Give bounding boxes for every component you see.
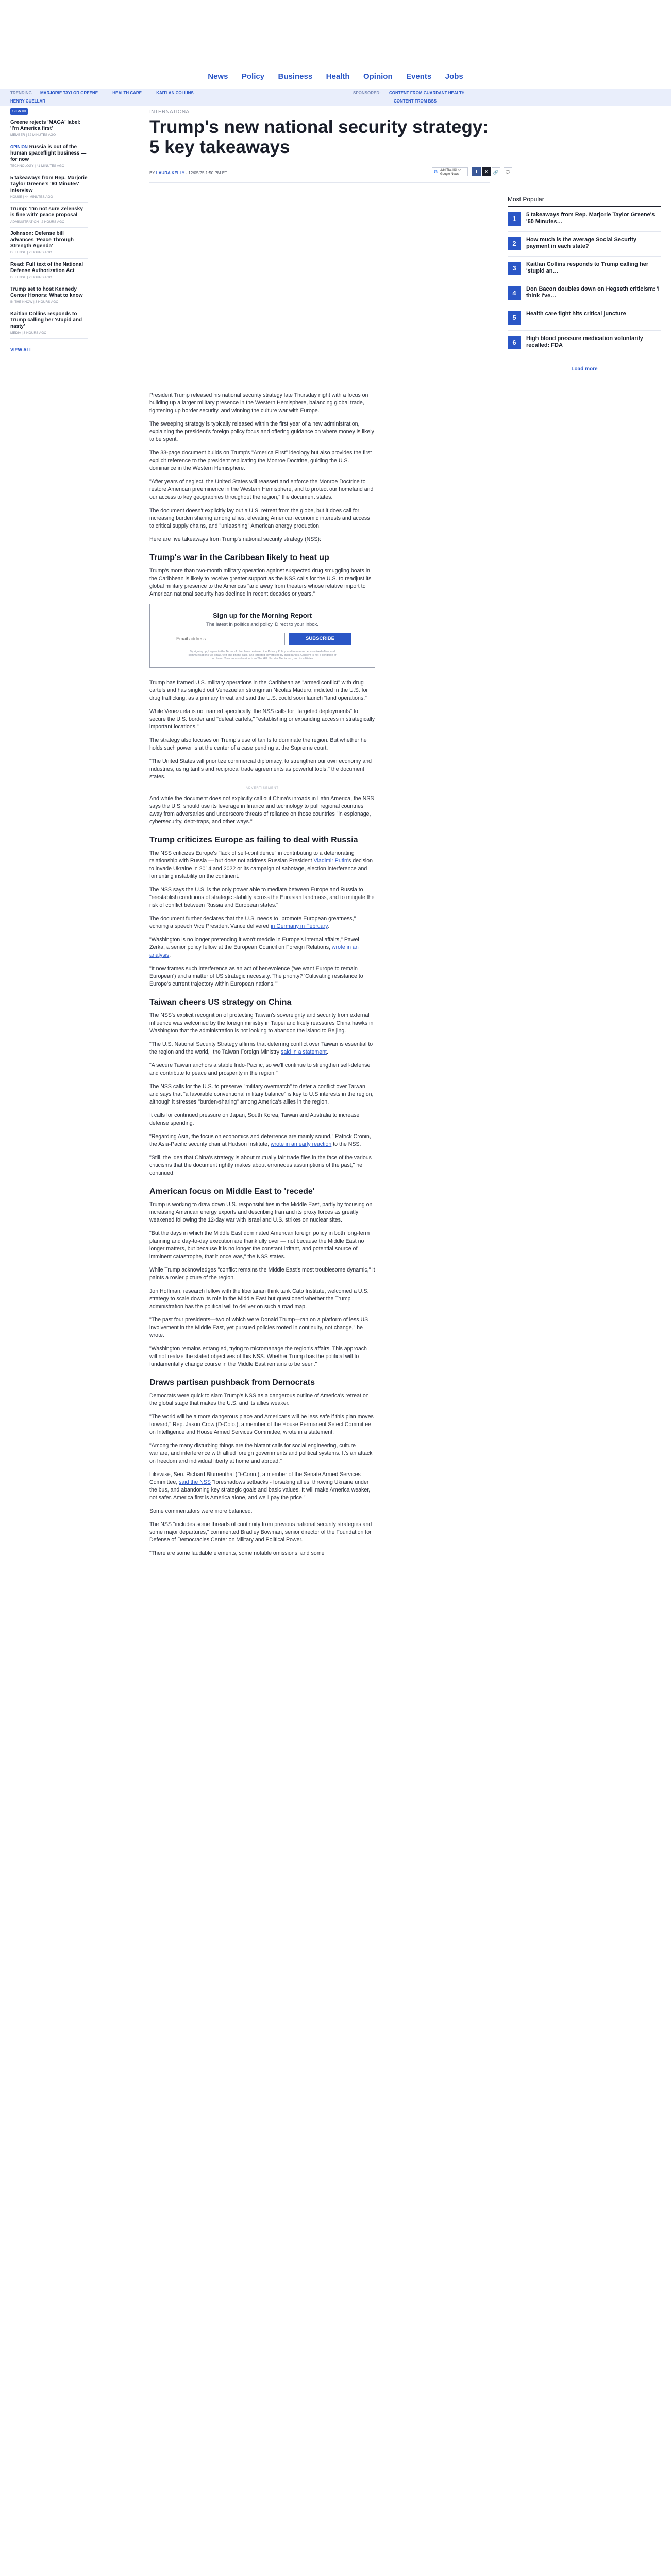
text-run: "Regarding Asia, the focus on economics and deterrence are mainly sound," Patrick Cronin, the Asia-Pacific security chair at Hudson Institute, (149, 1133, 371, 1147)
sidebar-story-meta: TECHNOLOGY | 41 MINUTES AGO (10, 164, 64, 168)
sponsored-row (353, 91, 465, 95)
text-run: 's decision to invade Ukraine in 2014 and 2022 or its campaign of sabotage, election interference and fomenting instability on the continent. (149, 858, 373, 879)
nav-health[interactable]: Health (326, 72, 350, 81)
inline-link[interactable]: said the NSS (179, 1479, 211, 1485)
sidebar-story-meta: DEFENSE | 2 HOURS AGO (10, 276, 52, 279)
load-more-button[interactable]: Load more (508, 364, 661, 375)
newsletter-signup (149, 604, 375, 668)
article-paragraph: "The world will be a more dangerous place and Americans will be less safe if this plan moves forward," Rep. Jason Crow (D-Colo.), a member of the House Permanent Select Committee on Intelligence and House Armed Services Committee, wrote in a statement. (149, 1414, 374, 1435)
newsletter-desc: The latest in politics and policy. Direct to your inbox. (206, 622, 318, 628)
article-paragraph (149, 850, 375, 880)
article-paragraph: Jon Hoffman, research fellow with the libertarian think tank Cato Institute, welcomed a U.S. strategy to scale down its role in the Middle East but questioned whether the Trump administration has the political will to deliver on such a road map. (149, 1288, 369, 1310)
article-paragraph: The NSS's explicit recognition of protecting Taiwan's sovereignty and security from external influence was welcomed by the foreign ministry in Taipei and likely reassures China hawks in Washington that the administration is not looking to abandon the island to Beijing. (149, 1012, 374, 1034)
opinion-label: OPINION (10, 145, 28, 149)
facebook-share-icon[interactable]: f (472, 167, 481, 176)
article-kicker[interactable]: INTERNATIONAL (149, 109, 193, 115)
sidebar-story-meta: MEDIA | 3 HOURS AGO (10, 331, 47, 335)
trending-item[interactable]: MARJORIE TAYLOR GREENE (40, 91, 98, 95)
author-link[interactable]: LAURA KELLY (156, 171, 185, 175)
popular-item[interactable] (508, 306, 661, 331)
section-heading: Taiwan cheers US strategy on China (149, 998, 292, 1007)
sign-in-button[interactable]: SIGN IN (10, 108, 28, 115)
google-news-line2: Google News (440, 173, 459, 176)
sidebar-story-title[interactable]: Kaitlan Collins responds to Trump calling her 'stupid and nasty' (10, 311, 82, 329)
inline-link[interactable]: Vladimir Putin (313, 858, 347, 864)
article-paragraph (149, 936, 375, 959)
publish-date: - 12/05/25 1:50 PM ET (186, 171, 227, 175)
article-paragraph: "The past four presidents—two of which were Donald Trump—ran on a platform of less US involvement in the Middle East, yet pursued policies rooted in continuity, not change," he wrote. (149, 1317, 368, 1338)
byline-prefix: BY (149, 171, 155, 175)
sidebar-story[interactable] (10, 259, 88, 283)
article-paragraph: "The United States will prioritize commercial diplomacy, to strengthen our own economy and industries, using tariffs and reciprocal trade agreements as powerful tools," the document states. (149, 758, 372, 780)
text-run: . (169, 952, 171, 958)
article-paragraph: Trump's more than two-month military operation against suspected drug smuggling boats in the Caribbean is likely to receive greater support as the NSS calls for the U.S. to readjust its global military presence to the Americas "and away from theaters whose relative import to American national security has declined in recent decades or years." (149, 568, 372, 597)
copy-link-icon[interactable]: 🔗 (492, 167, 500, 176)
popular-rank: 6 (508, 336, 521, 349)
popular-item-title[interactable]: How much is the average Social Security payment in each state? (526, 236, 636, 249)
inline-link[interactable]: wrote in an analysis (149, 944, 359, 958)
main-nav (0, 72, 671, 86)
text-run: to the NSS. (331, 1141, 361, 1147)
trending-item[interactable]: HEALTH CARE (112, 91, 142, 95)
sidebar-story[interactable] (10, 172, 88, 203)
inline-link[interactable]: in Germany in February (271, 923, 328, 929)
text-run: . (327, 923, 329, 929)
article-paragraph: The NSS "includes some threads of continuity from previous national security strategies and some major departures," commented Bradley Bowman, senior director of the Foundation for Defense of Democracies Center on Military and Political Power. (149, 1521, 372, 1543)
sidebar-story-meta: MEMBER | 32 MINUTES AGO (10, 133, 56, 137)
popular-item[interactable] (508, 207, 661, 232)
article-paragraph: Some commentators were more balanced. (149, 1508, 253, 1514)
article-paragraph: While Trump acknowledges "conflict remains the Middle East's most troublesome dynamic," it paints a rosier picture of the region. (149, 1267, 375, 1281)
article-paragraph: "There are some laudable elements, some notable omissions, and some (149, 1550, 325, 1556)
sidebar-story-title-text[interactable]: Russia is out of the human spaceflight business — for now (10, 144, 87, 162)
sidebar-story[interactable] (10, 308, 88, 339)
popular-rank: 4 (508, 286, 521, 300)
sidebar-story-title[interactable]: Johnson: Defense bill advances 'Peace Through Strength Agenda' (10, 231, 74, 249)
section-heading: Trump criticizes Europe as failing to deal with Russia (149, 836, 358, 844)
text-run: "Washington is no longer pretending it won't meddle in Europe's internal affairs," Pawel Zerka, a senior policy fellow at the European Council on Foreign Relations, (149, 937, 359, 951)
sidebar-story-meta: IN THE KNOW | 3 HOURS AGO (10, 300, 59, 304)
popular-item[interactable] (508, 232, 661, 257)
popular-rank: 2 (508, 237, 521, 250)
popular-item[interactable] (508, 281, 661, 306)
most-popular-sidebar (508, 196, 661, 375)
popular-rank: 1 (508, 212, 521, 226)
article-body (149, 392, 375, 1563)
sidebar-story-meta: DEFENSE | 2 HOURS AGO (10, 251, 52, 255)
article-paragraph: The NSS says the U.S. is the only power able to mediate between Europe and Russia to "reestablish conditions of strategic stability across the Eurasian landmass, and to mitigate the risk of conflict between Russia and European states." (149, 887, 375, 908)
popular-item-title[interactable]: High blood pressure medication voluntarily recalled: FDA (526, 335, 643, 348)
article-paragraph: And while the document does not explicitly call out China's inroads in Latin America, the NSS says the U.S. should use its leverage in finance and technology to pull regional countries away from adversaries and underscore threats of reliance on those countries "in espionage, cybersecurity, debt-traps, and other ways." (149, 795, 374, 825)
sponsored-item[interactable]: CONTENT FROM GUARDANT HEALTH (389, 91, 465, 95)
nav-jobs[interactable]: Jobs (445, 72, 463, 81)
popular-item-title[interactable]: Health care fight hits critical juncture (526, 311, 626, 317)
popular-item-title[interactable]: 5 takeaways from Rep. Marjorie Taylor Greene's '60 Minutes… (526, 212, 655, 225)
advertisement-label: ADVERTISEMENT (246, 787, 279, 790)
subscribe-button[interactable]: SUBSCRIBE (289, 633, 351, 645)
text-run: . (326, 1049, 328, 1055)
article-headline: Trump's new national security strategy: 5 key takeaways (149, 117, 489, 157)
trending-label: TRENDING (10, 91, 32, 95)
article-paragraph: It calls for continued pressure on Japan, South Korea, Taiwan and Australia to increase defense spending. (149, 1112, 360, 1126)
inline-link[interactable]: said in a statement (281, 1049, 327, 1055)
header-divider (149, 182, 490, 183)
article-paragraph: President Trump released his national security strategy late Thursday night with a focus on building up a larger military presence in the Western Hemisphere, balancing global trade, tightening up border security, and winning the culture war with Europe. (149, 392, 368, 414)
newsletter-title: Sign up for the Morning Report (212, 612, 312, 619)
sidebar-story-title[interactable]: 5 takeaways from Rep. Marjorie Taylor Greene's '60 Minutes' interview (10, 175, 88, 193)
article-paragraph: "Washington remains entangled, trying to micromanage the region's affairs. This approach will not realize the stated objectives of this NSS. Whether Trump has the political will to fundamentally change course in the Middle East remains to be seen." (149, 1346, 367, 1367)
google-icon: G (434, 169, 438, 174)
sidebar-story-title[interactable]: Trump set to host Kennedy Center Honors: What to know (10, 286, 83, 298)
article-paragraph (149, 1133, 375, 1148)
text-run: "foreshadows setbacks - forsaking allies, throwing Ukraine under the bus, and abandoning key strategic goals and basic values. It will make America weaker, not safer. America first is America alone, and we'll pay the price." (149, 1479, 371, 1501)
sidebar-story-title[interactable]: Trump: 'I'm not sure Zelensky is fine with' peace proposal (10, 206, 83, 218)
sidebar-story[interactable] (10, 283, 88, 308)
google-news-button[interactable] (432, 167, 468, 176)
google-news-line1: Add The Hill on (440, 169, 461, 172)
header-space (0, 0, 671, 67)
popular-item-title[interactable]: Don Bacon doubles down on Hegseth criticism: 'I think I've… (526, 286, 660, 299)
text-run: The NSS criticizes Europe's "lack of self-confidence" in contributing to a deteriorating relationship with Russia — but does not address Russian President (149, 850, 355, 864)
sidebar-story[interactable] (10, 203, 88, 228)
article-paragraph: "Still, the idea that China's strategy is about mutually fair trade flies in the face of the various criticisms that the document rightly makes about erroneous assumptions of the past," he continued. (149, 1155, 372, 1176)
sponsored-item[interactable]: CONTENT FROM BSS (394, 99, 437, 104)
view-all-link[interactable]: VIEW ALL (10, 347, 32, 352)
article-paragraph: "But the days in which the Middle East dominated American foreign policy in both long-term planning and day-to-day execution are thankfully over — not because the Middle East no longer matters, but because it is no longer the constant irritant, and potential source of imminent catastrophe, that it once was," the NSS states. (149, 1230, 370, 1260)
sidebar-story-title[interactable]: Read: Full text of the National Defense Authorization Act (10, 262, 83, 274)
trending-item[interactable]: KAITLAN COLLINS (156, 91, 194, 95)
article-paragraph (149, 915, 375, 930)
section-heading: Trump's war in the Caribbean likely to heat up (149, 553, 329, 562)
article-paragraph: The document doesn't explicitly lay out a U.S. retreat from the globe, but it does call for increasing burden sharing among allies, elevating American economic interests and access to critical supply chains, and "unleashing" American energy production. (149, 507, 370, 529)
newsletter-disclaimer: By signing up, I agree to the Terms of Use, have reviewed the Privacy Policy, and to receive personalized offers and communications via email, text and phone calls, and targeted advertising by third parties. Consent is not a condition of purchase. You can unsubscribe from The Hill, Nexstar Media Inc., and its affiliates. (188, 650, 337, 660)
popular-item[interactable] (508, 257, 661, 281)
trending-item[interactable]: HENRY CUELLAR (10, 99, 46, 104)
trending-row (10, 99, 59, 104)
article-paragraph: "Among the many disturbing things are the blatant calls for social engineering, culture warfare, and interference with allied foreign governments and political systems. It's an attack on freedom and individual liberty at home and abroad." (149, 1443, 373, 1464)
article-paragraph: The strategy also focuses on Trump's use of tariffs to dominate the region. But whether he holds such power is at the center of a case pending at the Supreme court. (149, 737, 367, 751)
article-paragraph (149, 1041, 375, 1056)
popular-item-title[interactable]: Kaitlan Collins responds to Trump calling her 'stupid an… (526, 261, 649, 274)
article-paragraph: Trump has framed U.S. military operations in the Caribbean as "armed conflict" with drug cartels and has singled out Venezuelan strongman Nicolás Maduro, indicted in the U.S. for drug trafficking, as a primary threat and said the U.S. could soon launch "land operations." (149, 680, 368, 701)
text-run: "The U.S. National Security Strategy affirms that deterring conflict over Taiwan is essential to the region and the world," the Taiwan Foreign Ministry (149, 1041, 373, 1055)
article-paragraph: "A secure Taiwan anchors a stable Indo-Pacific, so we'll continue to strengthen self-defense and contribute to peace and prosperity in the region." (149, 1062, 371, 1076)
article-paragraph: The sweeping strategy is typically released within the first year of a new administration, explaining the president's foreign policy focus and offering guidance on where money is likely to be spent. (149, 421, 374, 443)
latest-news-sidebar (10, 116, 88, 352)
popular-rank: 3 (508, 262, 521, 275)
text-run: The document further declares that the U.S. needs to "promote European greatness," echoing a speech Vice President Vance delivered (149, 916, 356, 929)
article-paragraph: Here are five takeaways from Trump's national security strategy (NSS): (149, 536, 321, 543)
nav-opinion[interactable]: Opinion (363, 72, 393, 81)
article-paragraph: The NSS calls for the U.S. to preserve "military overmatch" to deter a conflict over Taiwan and says that "a favorable conventional military balance" is key to U.S interests in the region, although it stresses "burden-sharing" among America's allies in the region. (149, 1083, 374, 1105)
popular-item[interactable] (508, 331, 661, 355)
section-heading: Draws partisan pushback from Democrats (149, 1378, 315, 1387)
trending-bar (0, 89, 671, 106)
nav-policy[interactable]: Policy (241, 72, 265, 81)
inline-link[interactable]: wrote in an early reaction (270, 1141, 332, 1147)
newsletter-form (160, 633, 364, 645)
article-paragraph: The 33-page document builds on Trump's "America First" ideology but also provides the first explicit reference to the president replicating the Monroe Doctrine, guiding the U.S. dominance in the Western Hemisphere. (149, 450, 372, 471)
nav-business[interactable]: Business (278, 72, 313, 81)
article-paragraph: While Venezuela is not named specifically, the NSS calls for "targeted deployments" to secure the U.S. border and "defeat cartels," "establishing or expanding access in strategically important locations." (149, 708, 375, 730)
byline (149, 171, 227, 175)
article-paragraph: Democrats were quick to slam Trump's NSS as a dangerous outline of America's retreat on the global stage that makes the U.S. and its allies weaker. (149, 1393, 369, 1406)
sponsored-label: SPONSORED: (353, 91, 381, 95)
sidebar-story-title[interactable]: Greene rejects 'MAGA' label: 'I'm America first' (10, 120, 81, 131)
x-share-icon[interactable]: X (482, 167, 491, 176)
comments-icon[interactable]: 💬 (504, 167, 512, 176)
sidebar-story[interactable] (10, 228, 88, 259)
email-field[interactable] (172, 633, 285, 645)
nav-events[interactable]: Events (406, 72, 432, 81)
nav-news[interactable]: News (208, 72, 228, 81)
most-popular-title: Most Popular (508, 196, 661, 207)
popular-rank: 5 (508, 311, 521, 325)
article-paragraph (149, 1471, 375, 1502)
sidebar-story-meta: ADMINISTRATION | 2 HOURS AGO (10, 220, 65, 224)
trending-row (10, 91, 207, 95)
article-paragraph: "After years of neglect, the United States will reassert and enforce the Monroe Doctrine to restore American preeminence in the Western Hemisphere, and to protect our homeland and our access to key geographies throughout the region," the document states. (149, 479, 374, 500)
section-heading: American focus on Middle East to 'recede' (149, 1187, 315, 1196)
sidebar-story[interactable] (10, 141, 88, 172)
text-run: Likewise, Sen. Richard Blumenthal (D-Conn.), a member of the Senate Armed Services Committee, (149, 1471, 361, 1485)
article-paragraph: "It now frames such interference as an act of benevolence ('we want Europe to remain European') and a matter of US strategic necessity. The priority? 'Cultivating resistance to Europe's current trajectory within European nations.'" (149, 965, 363, 987)
sidebar-story-title[interactable] (10, 144, 88, 163)
sidebar-story-meta: HOUSE | 44 MINUTES AGO (10, 195, 53, 199)
sidebar-story[interactable] (10, 116, 88, 141)
article-paragraph: Trump is working to draw down U.S. responsibilities in the Middle East, partly by focusing on increasing American energy exports and describing Iran and its proxy forces as greatly weakened following the 12-day war with Israel and U.S. strikes on nuclear sites. (149, 1201, 373, 1223)
